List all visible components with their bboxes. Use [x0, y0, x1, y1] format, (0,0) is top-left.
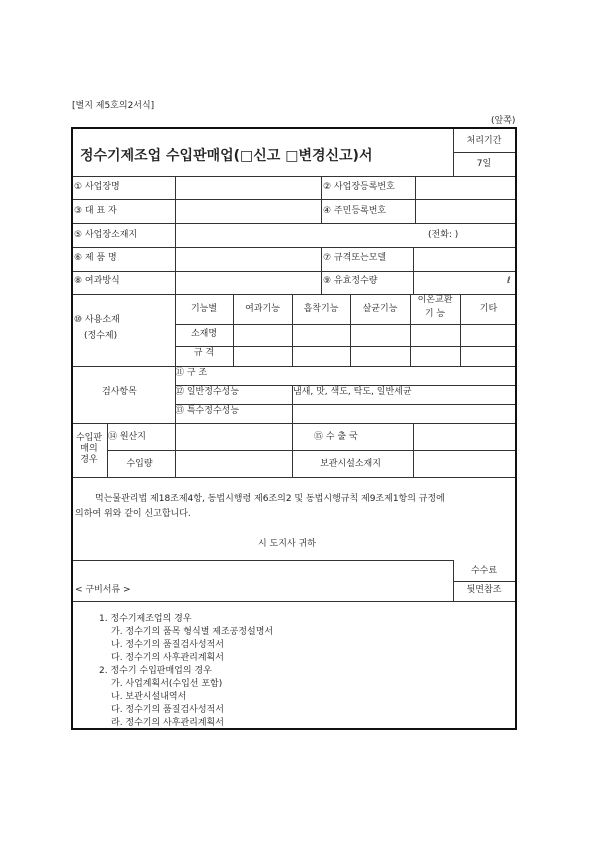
material-header-ion-2: 기 능 — [424, 309, 446, 319]
declaration-line-1: 먹는물관리법 제18조제4항, 동법시행령 제6조의2 및 동법시행규칙 제9조제1항의 규정에 — [95, 494, 445, 504]
fee-value: 뒷면참조 — [466, 585, 502, 595]
form-id: [별지 제5호의2서식] — [72, 101, 155, 111]
business-name-input[interactable] — [175, 176, 318, 195]
resident-reg-no-input[interactable] — [416, 200, 514, 219]
structure-label: ⑪ 구 조 — [175, 368, 208, 378]
business-address-input[interactable] — [175, 224, 425, 243]
material-header-other: 기타 — [479, 304, 498, 314]
import-label-2: 매의 — [80, 444, 98, 454]
import-qty-label: 수입량 — [126, 459, 153, 469]
model-input[interactable] — [414, 247, 514, 266]
material-sublabel: (정수제) — [84, 331, 118, 341]
product-name-label: ⑥ 제 품 명 — [74, 253, 117, 263]
material-header-ion: 이온교환 — [417, 295, 453, 305]
processing-period-value: 7일 — [476, 159, 492, 169]
capacity-unit: ℓ — [507, 276, 511, 286]
representative-input[interactable] — [175, 200, 318, 219]
import-label-1: 수입판 — [75, 433, 103, 443]
form-title: 정수기제조업 수입판매업(□신고 □변경신고)서 — [80, 148, 373, 164]
capacity-input[interactable] — [414, 270, 504, 289]
doc-item: 가. 정수기의 품목 형식별 제조공정설명서 — [111, 627, 274, 637]
doc-item: 나. 보관시설내역서 — [111, 692, 187, 702]
special-perf-label: ⑬ 특수정수성능 — [175, 406, 240, 416]
page-side: (앞쪽) — [491, 116, 516, 126]
import-label-3: 경우 — [80, 455, 98, 465]
processing-period-label: 처리기간 — [466, 136, 502, 146]
filter-method-input[interactable] — [175, 270, 318, 289]
capacity-label: ⑨ 유효정수량 — [323, 276, 378, 286]
representative-label: ③ 대 표 자 — [74, 206, 117, 216]
storage-location-label: 보관시설소재지 — [320, 459, 381, 469]
material-header-adsorb: 흡착기능 — [303, 304, 339, 314]
business-reg-no-label: ② 사업장등록번호 — [323, 182, 395, 192]
doc-item: 다. 정수기의 사후관리계획서 — [111, 653, 224, 663]
documents-heading: < 구비서류 > — [75, 585, 131, 595]
inspection-label: 검사항목 — [102, 387, 137, 397]
declaration-line-2: 의하여 위와 같이 신고합니다. — [75, 509, 191, 519]
business-name-label: ① 사업장명 — [74, 182, 120, 192]
new-report-checkbox[interactable]: □ — [240, 148, 254, 164]
material-header-sterilize: 살균기능 — [362, 304, 398, 314]
export-country-label: ⑮ 수 출 국 — [314, 432, 358, 442]
general-perf-value: 냄새, 맛, 색도, 탁도, 일반세균 — [293, 387, 412, 397]
origin-label: ⑭ 원산지 — [108, 432, 146, 442]
filter-method-label: ⑧ 여과방식 — [74, 276, 120, 286]
material-header-filter: 여과기능 — [245, 304, 280, 314]
general-perf-label: ⑫ 일반정수성능 — [175, 387, 240, 397]
material-row-spec: 규 격 — [193, 348, 215, 358]
doc-item: 1. 정수기제조업의 경우 — [99, 614, 192, 624]
change-report-checkbox[interactable]: □ — [285, 148, 299, 164]
model-label: ⑦ 규격또는모델 — [323, 253, 387, 263]
material-header-function: 기능별 — [190, 304, 218, 314]
recipient: 시 도지사 귀하 — [258, 539, 316, 549]
doc-item: 나. 정수기의 품질검사성적서 — [111, 640, 224, 650]
business-address-label: ⑤ 사업장소재지 — [74, 230, 138, 240]
doc-item: 가. 사업계획서(수입선 포함) — [111, 679, 223, 689]
material-label: ⑩ 사용소재 — [74, 315, 120, 325]
phone-label: (전화: ) — [428, 230, 459, 240]
fee-label: 수수료 — [470, 566, 498, 576]
doc-item: 다. 정수기의 품질검사성적서 — [111, 705, 224, 715]
resident-reg-no-label: ④ 주민등록번호 — [323, 206, 387, 216]
doc-item: 2. 정수기 수입판매업의 경우 — [99, 666, 212, 676]
product-name-input[interactable] — [175, 247, 318, 266]
material-row-name: 소재명 — [190, 329, 218, 339]
doc-item: 라. 정수기의 사후관리계획서 — [111, 718, 224, 728]
business-reg-no-input[interactable] — [416, 176, 514, 195]
